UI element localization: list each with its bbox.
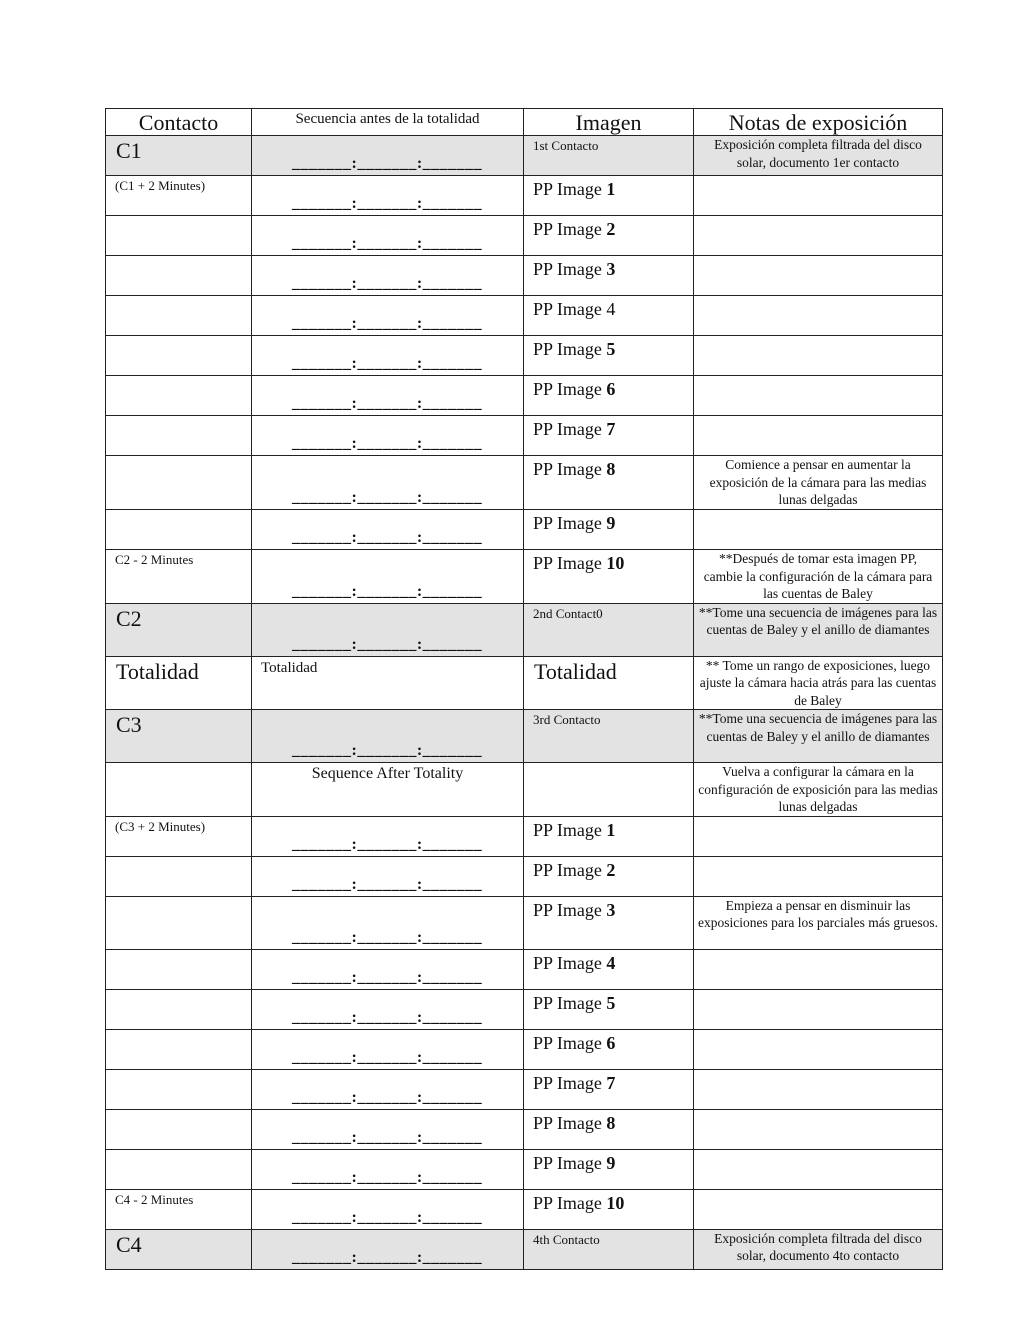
pp-image-prefix: PP Image [533,1072,602,1093]
contact-label [106,857,251,859]
time-entry-blank[interactable]: _______:_______:_______ [292,1048,483,1066]
notes-cell[interactable] [694,510,943,550]
pp-image-label [524,1150,693,1173]
contact-label [106,1150,251,1152]
time-cell[interactable] [252,710,524,763]
exposure-note: Comience a pensar en aumentar la exposición de la cámara para las medias lunas delgadas [709,457,927,507]
image-cell [524,176,694,216]
notes-cell[interactable] [694,376,943,416]
pp-image-label [524,897,693,920]
image-cell [524,1189,694,1229]
time-cell[interactable] [252,763,524,817]
table-row [106,1109,943,1149]
contact-label [106,510,251,512]
time-cell[interactable] [252,416,524,456]
notes-cell[interactable] [694,256,943,296]
notes-cell[interactable] [694,710,943,763]
contact-label: C4 - 2 Minutes [115,1191,194,1207]
image-cell [524,656,694,710]
pp-image-number: 10 [606,1192,625,1213]
table-row [106,763,943,817]
pp-image-prefix: PP Image [533,419,602,439]
exposure-note: Exposición completa filtrada del disco solar, documento 4to contacto [714,1230,922,1263]
exposure-note: Exposición completa filtrada del disco solar, documento 1er contacto [714,137,922,170]
contact-cell [106,456,252,510]
time-cell[interactable] [252,856,524,896]
image-cell [524,763,694,817]
pp-image-label [524,256,693,279]
notes-cell[interactable] [694,336,943,376]
contact-cell [106,656,252,710]
pp-image-number: 5 [606,339,616,359]
table-row [106,456,943,510]
table-row [106,1149,943,1189]
notes-cell[interactable] [694,763,943,817]
pp-image-label [524,1030,693,1053]
pp-image-number: 5 [606,992,616,1013]
pp-image-prefix: PP Image [533,259,602,279]
contact-label: (C1 + 2 Minutes) [115,178,206,193]
contact-label [106,1070,251,1072]
contact-label: C2 - 2 Minutes [115,552,194,567]
time-cell[interactable] [252,1109,524,1149]
contact-label [106,256,251,258]
pp-image-number: 4 [606,299,616,319]
notes-cell[interactable] [694,1029,943,1069]
notes-cell[interactable] [694,216,943,256]
image-cell [524,816,694,856]
header-notas-label: Notas de exposición [728,110,908,135]
notes-cell[interactable] [694,456,943,510]
notes-cell[interactable] [694,176,943,216]
pp-image-number: 6 [606,1032,616,1053]
contact-cell [106,989,252,1029]
contact-label [106,897,251,899]
contact-cell [106,550,252,604]
table-row [106,256,943,296]
sequence-label: Sequence After Totality [311,765,464,782]
notes-cell[interactable] [694,989,943,1029]
pp-image-number: 8 [606,459,616,479]
pp-image-number: 9 [606,1152,616,1173]
time-cell[interactable] [252,376,524,416]
notes-cell[interactable] [694,816,943,856]
pp-image-prefix: PP Image [533,992,602,1013]
pp-image-label [524,456,693,479]
image-cell [524,710,694,763]
contact-label [106,950,251,952]
pp-image-number: 4 [606,952,616,973]
pp-image-number: 1 [606,179,616,199]
contact-label: Totalidad [116,658,199,684]
time-cell[interactable] [252,176,524,216]
notes-cell[interactable] [694,1229,943,1269]
pp-image-number: 7 [606,1072,616,1093]
table-row [106,816,943,856]
time-entry-blank[interactable]: _______:_______:_______ [292,968,483,986]
notes-cell[interactable] [694,656,943,710]
time-entry-blank[interactable]: _______:_______:_______ [292,355,483,372]
contact-cell [106,176,252,216]
table-row [106,336,943,376]
table-row [106,1069,943,1109]
time-cell[interactable] [252,336,524,376]
pp-image-number: 3 [606,899,616,920]
table-row [106,376,943,416]
contact-label [106,763,251,765]
image-cell [524,949,694,989]
time-entry-blank[interactable]: _______:_______:_______ [292,195,483,212]
contact-label [106,456,251,458]
table-row [106,1229,943,1269]
time-entry-blank[interactable]: _______:_______:_______ [292,155,483,172]
pp-image-label [524,990,693,1013]
header-notas [694,109,943,136]
time-cell[interactable] [252,989,524,1029]
table-row [106,1189,943,1229]
contact-cell [106,856,252,896]
time-cell[interactable] [252,1069,524,1109]
time-entry-blank[interactable]: _______:_______:_______ [292,835,483,853]
time-entry-blank[interactable]: _______:_______:_______ [292,1008,483,1026]
time-entry-blank[interactable]: _______:_______:_______ [292,235,483,252]
exposure-note: Empieza a pensar en disminuir las exposiciones para los parciales más gruesos. [698,897,938,930]
notes-cell[interactable] [694,856,943,896]
image-cell [524,1109,694,1149]
pp-image-number: 2 [606,859,616,880]
pp-image-prefix: PP Image [533,1192,602,1213]
header-contacto [106,109,252,136]
time-cell[interactable] [252,949,524,989]
contact-cell [106,510,252,550]
contact-image-label: 2nd Contact0 [533,605,603,621]
image-cell [524,136,694,176]
table-row [106,136,943,176]
pp-image-label [524,1190,693,1213]
pp-image-number: 10 [606,553,625,573]
image-cell [524,456,694,510]
contact-image-label: 4th Contacto [533,1231,600,1247]
header-imagen-label: Imagen [575,110,642,135]
contact-cell [106,1189,252,1229]
sequence-label: Totalidad [261,659,318,676]
image-cell [524,1229,694,1269]
notes-cell[interactable] [694,1069,943,1109]
pp-image-prefix: PP Image [533,952,602,973]
pp-image-prefix: PP Image [533,1112,602,1133]
contact-cell [106,1029,252,1069]
pp-image-number: 8 [606,1112,616,1133]
time-entry-blank[interactable]: _______:_______:_______ [292,529,483,546]
pp-image-prefix: PP Image [533,899,602,920]
image-cell [524,296,694,336]
pp-image-number: 1 [606,819,616,840]
contact-cell [106,376,252,416]
table-row [106,1029,943,1069]
contact-cell [106,216,252,256]
table-row [106,510,943,550]
contact-cell [106,1149,252,1189]
contact-cell [106,949,252,989]
header-contacto-label: Contacto [138,110,219,135]
time-cell[interactable] [252,603,524,656]
time-entry-blank[interactable]: _______:_______:_______ [292,635,483,653]
pp-image-prefix: PP Image [533,819,602,840]
pp-image-label [524,176,693,199]
image-cell [524,603,694,656]
pp-image-label [524,336,693,359]
time-cell[interactable] [252,216,524,256]
totality-image-label: Totalidad [534,658,617,684]
pp-image-prefix: PP Image [533,459,602,479]
notes-cell[interactable] [694,550,943,604]
time-entry-blank[interactable]: _______:_______:_______ [292,1208,483,1226]
pp-image-label [524,216,693,239]
pp-image-number: 6 [606,379,616,399]
contact-cell [106,816,252,856]
pp-image-label [524,950,693,973]
exposure-note: **Tome una secuencia de imágenes para las cuentas de Baley y el anillo de diamantes [698,711,938,744]
table-row [106,989,943,1029]
time-entry-blank[interactable]: _______:_______:_______ [292,1168,483,1186]
image-cell [524,416,694,456]
pp-image-label [524,376,693,399]
image-cell [524,1149,694,1189]
contact-label: C2 [116,605,142,631]
image-cell [524,1069,694,1109]
table-row [106,896,943,949]
time-entry-blank[interactable]: _______:_______:_______ [292,395,483,412]
time-cell[interactable] [252,816,524,856]
time-cell[interactable] [252,510,524,550]
image-cell [524,896,694,949]
image-cell [524,550,694,604]
pp-image-label [524,296,693,319]
pp-image-number: 7 [606,419,616,439]
contact-cell [106,1069,252,1109]
image-cell [524,336,694,376]
time-entry-blank[interactable]: _______:_______:_______ [292,742,483,759]
table-row [106,296,943,336]
notes-cell[interactable] [694,296,943,336]
time-entry-blank[interactable]: _______:_______:_______ [292,489,483,506]
time-cell[interactable] [252,550,524,604]
time-entry-blank[interactable]: _______:_______:_______ [292,1128,483,1146]
pp-image-prefix: PP Image [533,179,602,199]
time-entry-blank[interactable]: _______:_______:_______ [292,275,483,292]
contact-label: C3 [116,712,142,737]
time-cell[interactable] [252,136,524,176]
pp-image-prefix: PP Image [533,379,602,399]
table-row [106,949,943,989]
pp-image-label [524,510,693,533]
image-cell [524,216,694,256]
table-row [106,416,943,456]
image-cell [524,989,694,1029]
notes-cell[interactable] [694,949,943,989]
table-row [106,856,943,896]
image-cell [524,1029,694,1069]
time-cell[interactable] [252,1229,524,1269]
table-row [106,603,943,656]
contact-cell [106,710,252,763]
pp-image-number: 3 [606,259,616,279]
pp-image-label [524,1110,693,1133]
time-cell[interactable] [252,1189,524,1229]
pp-image-number: 9 [606,513,616,533]
pp-image-label [524,817,693,840]
notes-cell[interactable] [694,603,943,656]
contact-image-label: 3rd Contacto [533,712,601,727]
time-entry-blank[interactable]: _______:_______:_______ [292,1088,483,1106]
time-entry-blank[interactable]: _______:_______:_______ [292,1248,483,1266]
contact-label [106,376,251,378]
pp-image-label [524,550,693,573]
table-row [106,176,943,216]
time-cell[interactable] [252,296,524,336]
contact-cell [106,1109,252,1149]
notes-cell[interactable] [694,416,943,456]
time-cell[interactable] [252,656,524,710]
contact-cell [106,296,252,336]
time-entry-blank[interactable]: _______:_______:_______ [292,315,483,332]
contact-label: (C3 + 2 Minutes) [115,818,206,834]
time-entry-blank[interactable]: _______:_______:_______ [292,928,483,946]
time-entry-blank[interactable]: _______:_______:_______ [292,582,483,600]
image-cell [524,510,694,550]
time-entry-blank[interactable]: _______:_______:_______ [292,875,483,893]
pp-image-label [524,857,693,880]
table-row [106,656,943,710]
exposure-note: ** Tome un rango de exposiciones, luego ajuste la cámara hacia atrás para las cuentas de Baley [699,657,937,708]
pp-image-prefix: PP Image [533,1152,602,1173]
notes-cell[interactable] [694,1149,943,1189]
exposure-note: **Después de tomar esta imagen PP, cambie la configuración de la cámara para las cuentas de Baley [703,551,933,601]
notes-cell[interactable] [694,1189,943,1229]
header-secuencia-label: Secuencia antes de la totalidad [295,111,480,127]
contact-label [106,1110,251,1112]
pp-image-label [524,416,693,439]
notes-cell[interactable] [694,136,943,176]
pp-image-prefix: PP Image [533,513,602,533]
notes-cell[interactable] [694,1109,943,1149]
contact-label: C1 [116,138,142,163]
image-cell [524,256,694,296]
pp-image-prefix: PP Image [533,1032,602,1053]
pp-image-prefix: PP Image [533,339,602,359]
time-entry-blank[interactable]: _______:_______:_______ [292,435,483,452]
contact-label [106,1030,251,1032]
exposure-note: Vuelva a configurar la cámara en la configuración de exposición para las medias lunas delgadas [698,764,938,814]
time-cell[interactable] [252,896,524,949]
contact-cell [106,1229,252,1269]
contact-label [106,336,251,338]
image-cell [524,856,694,896]
header-secuencia [252,109,524,136]
time-cell[interactable] [252,1029,524,1069]
pp-image-label [524,1070,693,1093]
header-row [106,109,943,136]
contact-cell [106,416,252,456]
table-row [106,550,943,604]
contact-cell [106,603,252,656]
time-cell[interactable] [252,256,524,296]
contact-label: C4 [116,1231,142,1257]
contact-cell [106,136,252,176]
contact-cell [106,336,252,376]
contact-label [106,296,251,298]
notes-cell[interactable] [694,896,943,949]
exposure-note: **Tome una secuencia de imágenes para las cuentas de Baley y el anillo de diamantes [698,604,938,637]
table-row [106,216,943,256]
time-cell[interactable] [252,456,524,510]
contact-image-label: 1st Contacto [533,138,599,153]
contact-cell [106,763,252,817]
contact-cell [106,256,252,296]
contact-label [106,416,251,418]
pp-image-prefix: PP Image [533,553,602,573]
header-imagen [524,109,694,136]
pp-image-prefix: PP Image [533,219,602,239]
exposure-sheet-table [105,108,943,1270]
table-row [106,710,943,763]
contact-label [106,216,251,218]
pp-image-prefix: PP Image [533,859,602,880]
pp-image-prefix: PP Image [533,299,602,319]
contact-label [106,990,251,992]
time-cell[interactable] [252,1149,524,1189]
image-cell [524,376,694,416]
pp-image-number: 2 [606,219,616,239]
contact-cell [106,896,252,949]
